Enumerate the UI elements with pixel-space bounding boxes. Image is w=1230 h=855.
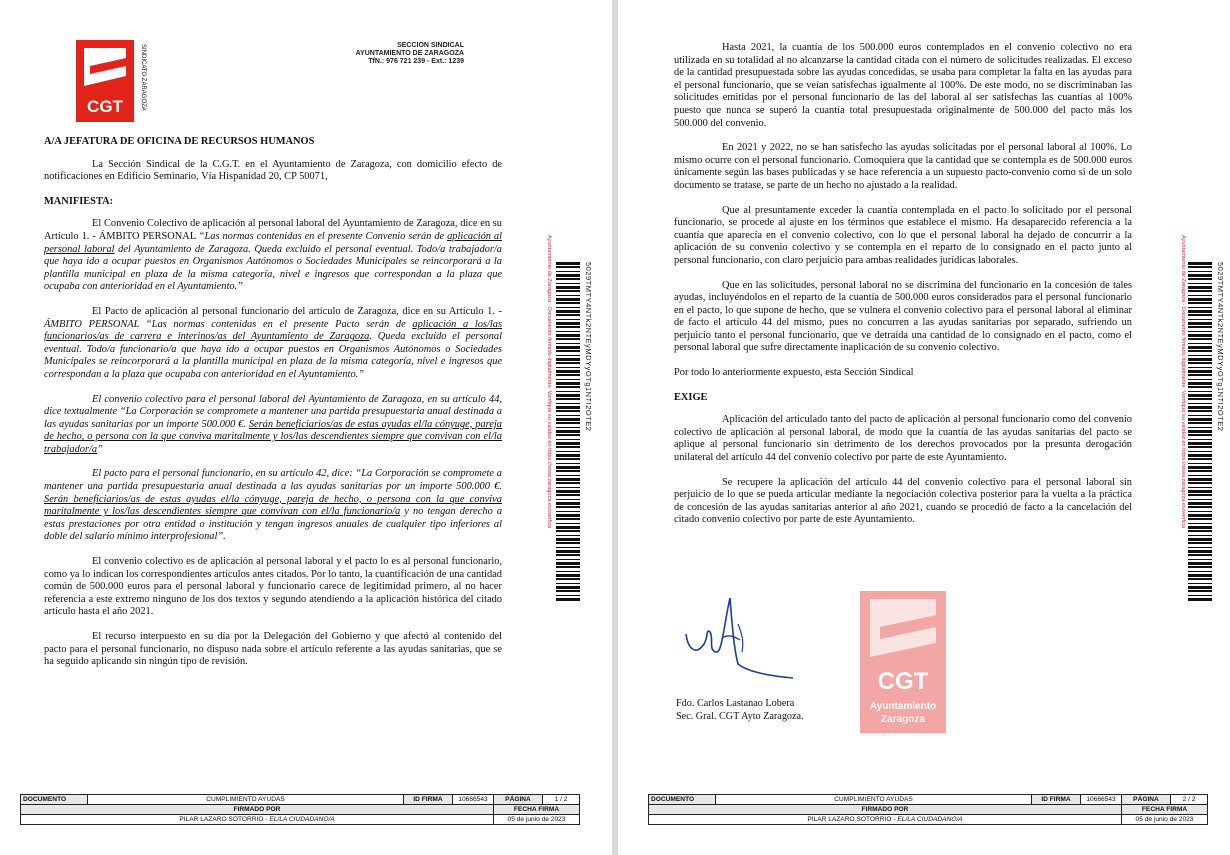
- barcode: [1188, 262, 1212, 602]
- paragraph-recurso: El recurso interpuesto en su día por la Delegación del Gobierno y que afectó al contenido del pacto para el personal funcionario, no dispuso nada sobre el artículo referente a las ayudas sanitarias, que se ha seguido aplicando sin ningún tipo de revisión.: [44, 631, 502, 668]
- section-header: [348, 42, 464, 66]
- idfirma-value: 10666543: [453, 795, 494, 805]
- fecha-value: 05 de junio de 2023: [1122, 815, 1208, 825]
- firmado-label: FIRMADO POR: [21, 805, 494, 815]
- stamp-line-1: Ayuntamiento: [869, 701, 937, 712]
- logo-text: CGT: [87, 97, 123, 116]
- paragraph-hasta-2021: Hasta 2021, la cuantía de los 500.000 euros contemplados en el convenio colectivo no era utilizada en su totalidad al no alcanzarse la cantidad citada con el número de solicitudes realizadas. El exceso de la cantidad presupuestada sobre las ayudas concedidas, se usaba para completar la falta en las ayudas para el personal funcionario, que se veían satisfechas igualmente al 100%. De este modo, no se discriminaban las solicitudes emitidas por el personal funcionario de las del laboral al ser satisfechas las cuantías al 100% puesto que nunca se superó la cuantía total presupuestada originalmente de 500.000 del pacto más los 500.000 del convenio.: [674, 42, 1132, 129]
- paragraph-solicitudes: Que en las solicitudes, personal laboral no se discrimina del funcionario en la concesión de tales ayudas, incluyéndolos en el reparto de la cuantía de 500.000 euros considerados para el personal funcionario en el pacto, lo que supone de hecho, que se vulnera el convenio colectivo para el personal laboral al eliminar de facto el artículo 44 del mismo, pues no concurren a las ayudas sanitarias por separado, sufriendo un perjuicio tanto el personal funcionario, que ve detraída una cantidad de lo consignado en el pacto, como el personal laboral que sufre directamente inaplicación de su convenio colectivo.: [674, 279, 1132, 354]
- stamp-logo-text: CGT: [877, 668, 929, 695]
- pagina-value: 2 / 2: [1171, 795, 1208, 805]
- paragraph-convenio: El Convenio Colectivo de aplicación al personal laboral del Ayuntamiento de Zaragoza, dice en su Artículo 1. - ÁMBITO PERSONAL “Las normas contenidas en el presente Convenio serán de aplicación al personal laboral del Ayuntamiento de Zaragoza. Queda excluido el personal eventual. Todo/a trabajador/a que haya ido a ocupar puestos en Organismos Autónomos o Sociedades Municipales se reincorporará a la plantilla municipal en plaza de la misma categoría, nivel e ingresos que correspondan a la plaza que ocupaba con anterioridad en el Ayuntamiento.”: [44, 218, 503, 293]
- page-2-body: [674, 42, 1132, 539]
- documento-label: DOCUMENTO: [649, 795, 716, 805]
- fecha-label: FECHA FIRMA: [494, 805, 580, 815]
- page-2: [618, 0, 1230, 855]
- pagina-label: PÁGINA: [1122, 795, 1171, 805]
- firmante: PILAR LAZARO SOTORRIO - EL/LA CIUDADANO/A: [649, 815, 1122, 825]
- signer-role: Sec. Gral. CGT Ayto Zaragoza.: [676, 711, 804, 722]
- paragraph-expuesto: Por todo lo anteriormente expuesto, esta Sección Sindical: [674, 367, 914, 379]
- paragraph-2021-2022: En 2021 y 2022, no se han satisfecho las ayudas solicitadas por el personal laboral al 100%. Lo mismo ocurre con el personal funcionario. Comoquiera que la cantidad que se contempla es de 500.000 euros únicamente según las bases publicadas y se hace referencia a un supuesto pacto-convenio como si de un solo documento se tratase, se parte de un hecho no ajustado a la realidad.: [674, 142, 1132, 191]
- idfirma-value: 10666543: [1081, 795, 1122, 805]
- verification-code: 5029TMTY4NTk2NTEyMDYyOTg1NTI2OTE2: [1216, 262, 1225, 432]
- pagina-label: PÁGINA: [494, 795, 543, 805]
- addressee: A/A JEFATURA DE OFICINA DE RECURSOS HUMANOS: [44, 136, 315, 147]
- fecha-value: 05 de junio de 2023: [494, 815, 580, 825]
- signer-block: [676, 697, 804, 723]
- verification-code: 5029TMTY4NTk2NTEyMDYyOTg1NTI2OTE2: [584, 262, 593, 432]
- signer-name: Fdo. Carlos Lastanao Lobera: [676, 698, 795, 709]
- paragraph-recupere: Se recupere la aplicación del artículo 44 del convenio colectivo para el personal laboral sin perjuicio de lo que se pueda articular mediante la negociación colectiva posterior para la vuelta a la práctica de concesión de las ayudas sanitarias anterior al año 2021, cuando se procedió de facto a la cancelación del citado convenio colectivo por parte de este Ayuntamiento.: [674, 476, 1132, 526]
- paragraph-articulo-42: El pacto para el personal funcionario, en su artículo 42, dice: “La Corporación se compromete a mantener una partida presupuestaria anual destinada a las ayudas sanitarias por un importe 500.000 €. Serán beneficiarios/as de estas ayudas el/la cónyuge, pareja de hecho, o persona con la que conviva maritalmente y los/las descendientes siempre que convivan con el/la funcionario/a y no tengan derecho a estas prestaciones por otra entidad o institución y tengan ingresos anuales de cualquier tipo inferiores al doble del salario mínimo interprofesional”.: [44, 468, 503, 543]
- intro-paragraph: La Sección Sindical de la C.G.T. en el Ayuntamiento de Zaragoza, con domicilio efecto de notificaciones en Edificio Seminario, Vía Hispanidad 20, CP 50071,: [44, 158, 502, 183]
- section-line: TfN.: 976 721 239 - Ext.: 1239: [368, 58, 464, 65]
- barcode: [556, 262, 580, 602]
- pagina-value: 1 / 2: [543, 795, 580, 805]
- section-line: AYUNTAMIENTO DE ZARAGOZA: [355, 50, 464, 57]
- idfirma-label: ID FIRMA: [1032, 795, 1081, 805]
- stamp-line-2: Zaragoza: [881, 714, 925, 725]
- paragraph-articulo-44: El convenio colectivo para el personal laboral del Ayuntamiento de Zaragoza, en su artículo 44, dice textualmente “La Corporación se compromete a mantener una partida presupuestaria anual destinada a las ayudas sanitarias por un importe 500.000 €. Serán beneficiarios/as de estas ayudas el/la cónyuge, pareja de hecho, o persona con la que conviva maritalmente y los/las descendientes siempre que convivan con el/la trabajador/a”: [44, 393, 502, 455]
- logo-side-text: SINDICATO ZARAGOZA: [140, 44, 146, 111]
- cgt-logo: [76, 40, 148, 122]
- verification-side-text: Ayuntamiento de Zaragoza - Documento firmado digitalmente. Verifique su validez en https://www.zaragoza.es/verifica: [546, 235, 552, 529]
- page-1: [0, 0, 612, 855]
- fecha-label: FECHA FIRMA: [1122, 805, 1208, 815]
- firmante: PILAR LAZARO SOTORRIO - EL/LA CIUDADANO/A: [21, 815, 494, 825]
- cgt-stamp: [860, 591, 946, 733]
- firmado-label: FIRMADO POR: [649, 805, 1122, 815]
- page-1-body: [44, 136, 502, 681]
- paragraph-aplicacion: El convenio colectivo es de aplicación al personal laboral y el pacto lo es al personal funcionario, como ya lo indican los correspondientes artículos antes citados. Por lo tanto, la cuantificación de una cantidad común de 500.000 euros para el personal laboral y funcionario carece de legitimidad primero, al no hacer referencia a este extremo ninguno de los dos textos y segundo atendiendo a la aplicación histórica del citado artículo hasta el año 2021.: [44, 556, 502, 618]
- paragraph-aplicacion-articulado: Aplicación del articulado tanto del pacto de aplicación al personal funcionario como del convenio colectivo de aplicación al personal laboral, de modo que la cuantía de las ayudas sanitarias del pacto se aplique al personal funcionario sin detrimento de los derechos provocados por la presunta derogación unilateral del artículo 44 del convenio colectivo por parte de este Ayuntamiento.: [674, 414, 1132, 464]
- handwritten-signature: [678, 594, 798, 689]
- verification-side-text: Ayuntamiento de Zaragoza - Documento firmado digitalmente. Verifique su validez en https://www.zaragoza.es/verifica: [1180, 235, 1186, 529]
- documento-value: CUMPLIMIENTO AYUDAS: [716, 795, 1032, 805]
- paragraph-exceder: Que al presuntamente exceder la cuantía contemplada en el pacto lo solicitado por el personal funcionario, se procede al ajuste en los términos que establece el mismo. Ha desaparecido referencia a la cuantía que aparecía en el convenio colectivo, con lo que el personal laboral ha dejado de concurrir a la aplicación de su convenio colectivo y se contempla en el reparto de lo consignado en el pacto junto al personal funcionario, con claro perjuicio para ambas realidades jurídicas laborales.: [674, 204, 1132, 266]
- signature-footer: [648, 794, 1208, 825]
- exige-heading: EXIGE: [674, 391, 708, 403]
- manifiesta-heading: MANIFIESTA:: [44, 195, 114, 207]
- section-line: SECCION SINDICAL: [397, 42, 464, 49]
- documento-value: CUMPLIMIENTO AYUDAS: [88, 795, 404, 805]
- idfirma-label: ID FIRMA: [404, 795, 453, 805]
- paragraph-pacto: El Pacto de aplicación al personal funcionario del artículo de Zaragoza, dice en su Artículo 1. - ÁMBITO PERSONAL “Las normas contenidas en el presente Pacto serán de aplicación a los/las funcionarios/as de carrera e interinos/as del Ayuntamiento de Zaragoza. Queda excluido el personal eventual. Todo/a funcionario/a que haya ido a ocupar puestos en Organismos Autónomos o Sociedades Municipales se reincorporará a la plantilla municipal en plaza de la misma categoría, nivel e ingresos que correspondan a la plaza que ocupaba con anterioridad en el Ayuntamiento.”: [44, 305, 502, 380]
- documento-label: DOCUMENTO: [21, 795, 88, 805]
- signature-footer: [20, 794, 580, 825]
